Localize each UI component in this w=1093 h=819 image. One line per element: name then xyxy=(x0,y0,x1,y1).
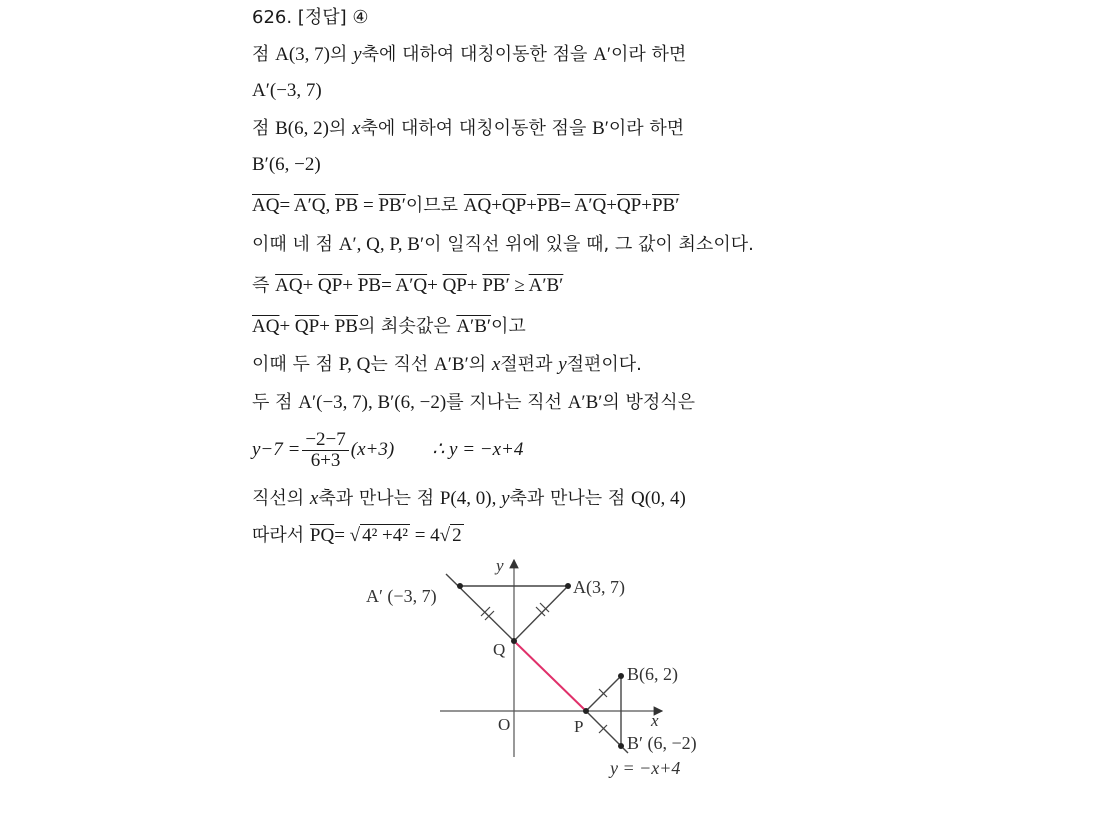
segment: A′Q xyxy=(293,195,326,216)
label-q: Q xyxy=(493,640,506,659)
segment: A′Q xyxy=(574,195,607,216)
sqrt-radicand: 4² +4² xyxy=(362,525,408,546)
text-span: 절편과 xyxy=(500,354,559,375)
segment: A′B′ xyxy=(528,275,564,296)
segment: $\overline{QP}$ xyxy=(501,195,527,216)
eq-therefore: ∴ y = −x+4 xyxy=(432,439,524,460)
math-op: , xyxy=(491,488,502,509)
math-op: ≥ xyxy=(509,275,529,296)
segment: $\overline{QP}$ xyxy=(318,275,343,296)
segment: $\overline{AQ}$ xyxy=(275,275,303,296)
tick-mark xyxy=(481,607,490,616)
math-point-a: A(3, 7) xyxy=(275,44,331,65)
math-op: = xyxy=(560,195,575,216)
text-span: 의 최솟값은 xyxy=(357,316,457,337)
text-span: 이 일직선 위에 있을 때, 그 값이 최소이다. xyxy=(424,234,754,255)
point-p xyxy=(583,708,589,714)
math-var: x xyxy=(491,354,501,375)
math-var: x xyxy=(309,488,319,509)
fraction-numerator: −2−7 xyxy=(302,430,348,451)
math-op: + xyxy=(427,275,443,296)
math-point: A′ xyxy=(593,44,612,65)
math-points: P, Q xyxy=(338,354,371,375)
math-points: A′, Q, P, B′ xyxy=(338,234,425,255)
segment: $\overline{PB}$ xyxy=(334,316,358,337)
point-a xyxy=(565,583,571,589)
text-span: 의 xyxy=(468,354,492,375)
math-op: + xyxy=(319,316,335,337)
segment: $\overline{PB}$ xyxy=(357,275,382,296)
math-op: = xyxy=(279,195,294,216)
text-span: 축과 만나는 점 xyxy=(318,488,440,509)
text-span: 의 방정식은 xyxy=(602,392,696,413)
segment: $\overline{AQ}$ xyxy=(252,316,280,337)
point-a-prime xyxy=(457,583,463,589)
text-span: 따라서 xyxy=(252,525,310,546)
text-span: 를 지나는 직선 xyxy=(446,392,568,413)
math-op: + xyxy=(641,195,652,216)
segment: $\overline{QP}$ xyxy=(442,275,467,296)
math-op: + xyxy=(302,275,319,296)
math-op: = xyxy=(358,195,379,216)
math-op: + xyxy=(466,275,483,296)
math-point-b: B(6, 2) xyxy=(275,118,329,139)
math-op: = 4 xyxy=(409,525,440,546)
sqrt-sign: √ xyxy=(439,525,451,546)
text-span: 축에 대하여 대칭이동한 점을 xyxy=(361,44,594,65)
sqrt-sign: √ xyxy=(349,525,361,546)
text-span: 의 xyxy=(328,118,353,139)
segment: $\overline{QP}$ xyxy=(616,195,642,216)
text-span: 즉 xyxy=(252,275,276,296)
segment-aq xyxy=(514,586,568,641)
segment: $\overline{PB}$ xyxy=(334,195,359,216)
math-line: A′B′ xyxy=(434,354,469,375)
math-point-p: P(4, 0) xyxy=(439,488,492,509)
point-b-prime xyxy=(618,743,624,749)
text-span: 두 점 xyxy=(252,392,299,413)
segment: $\overline{AQ}$ xyxy=(252,195,280,216)
text-line-2: A′(−3, 7) xyxy=(252,80,322,101)
label-b-prime: B′ (6, −2) xyxy=(627,733,697,753)
tick-mark xyxy=(599,725,607,733)
line-aprime-q xyxy=(446,574,514,641)
text-span: 이므로 xyxy=(405,195,464,216)
math-op: = xyxy=(334,525,350,546)
segment: PB′ xyxy=(482,275,510,296)
segment: $\overline{PB}$ xyxy=(536,195,561,216)
text-line-4: B′(6, −2) xyxy=(252,154,321,175)
math-op: , xyxy=(325,195,335,216)
text-span: 는 직선 xyxy=(370,354,435,375)
text-span: 의 xyxy=(330,44,354,65)
label-origin: O xyxy=(498,715,511,734)
tick-mark xyxy=(485,611,494,620)
segment: PB′ xyxy=(378,195,406,216)
math-var: y xyxy=(558,354,567,375)
eq-lhs: y−7 = xyxy=(252,439,301,460)
text-span: 점 xyxy=(252,118,276,139)
math-op: + xyxy=(606,195,617,216)
point-q xyxy=(511,638,517,644)
math-points: A′(−3, 7), B′(6, −2) xyxy=(298,392,447,413)
eq-rhs: (x+3) xyxy=(350,439,395,460)
math-op: + xyxy=(279,316,295,337)
math-var: y xyxy=(353,44,362,65)
segment: $\overline{PQ}$ xyxy=(309,525,335,546)
label-p: P xyxy=(574,717,584,736)
math-op: = xyxy=(381,275,396,296)
text-span: 이라 하면 xyxy=(611,44,687,65)
math-var: y xyxy=(501,488,510,509)
problem-header: 626. [정답] ④ xyxy=(252,7,369,28)
label-a: A(3, 7) xyxy=(573,577,625,597)
point-b xyxy=(618,673,624,679)
math-op: + xyxy=(342,275,358,296)
fraction-denominator: 6+3 xyxy=(310,450,341,472)
math-point: B′ xyxy=(592,118,609,139)
math-op: + xyxy=(526,195,537,216)
label-x-axis: x xyxy=(651,711,659,730)
text-span: 점 xyxy=(252,44,276,65)
text-span: 이고 xyxy=(491,316,526,337)
math-op: + xyxy=(491,195,502,216)
label-line-equation: y = −x+4 xyxy=(610,758,681,778)
tick-mark xyxy=(599,689,607,697)
segment: A′Q xyxy=(395,275,428,296)
text-span: 축과 만나는 점 xyxy=(509,488,631,509)
label-y-axis: y xyxy=(496,556,504,575)
text-span: 축에 대하여 대칭이동한 점을 xyxy=(360,118,593,139)
segment: $\overline{QP}$ xyxy=(294,316,320,337)
text-span: 이라 하면 xyxy=(608,118,685,139)
segment-pq xyxy=(514,641,586,711)
segment: PB′ xyxy=(651,195,680,216)
text-span: 직선의 xyxy=(252,488,310,509)
math-line: A′B′ xyxy=(567,392,603,413)
math-point-q: Q(0, 4) xyxy=(631,488,686,509)
math-var: x xyxy=(352,118,361,139)
sqrt-radicand: 2 xyxy=(452,525,462,546)
label-b: B(6, 2) xyxy=(627,664,678,684)
label-a-prime: A′ (−3, 7) xyxy=(366,586,437,606)
text-span: 이때 두 점 xyxy=(252,354,339,375)
segment: $\overline{AQ}$ xyxy=(463,195,492,216)
segment: A′B′ xyxy=(456,316,492,337)
text-span: 절편이다. xyxy=(566,354,642,375)
text-span: 이때 네 점 xyxy=(252,234,339,255)
